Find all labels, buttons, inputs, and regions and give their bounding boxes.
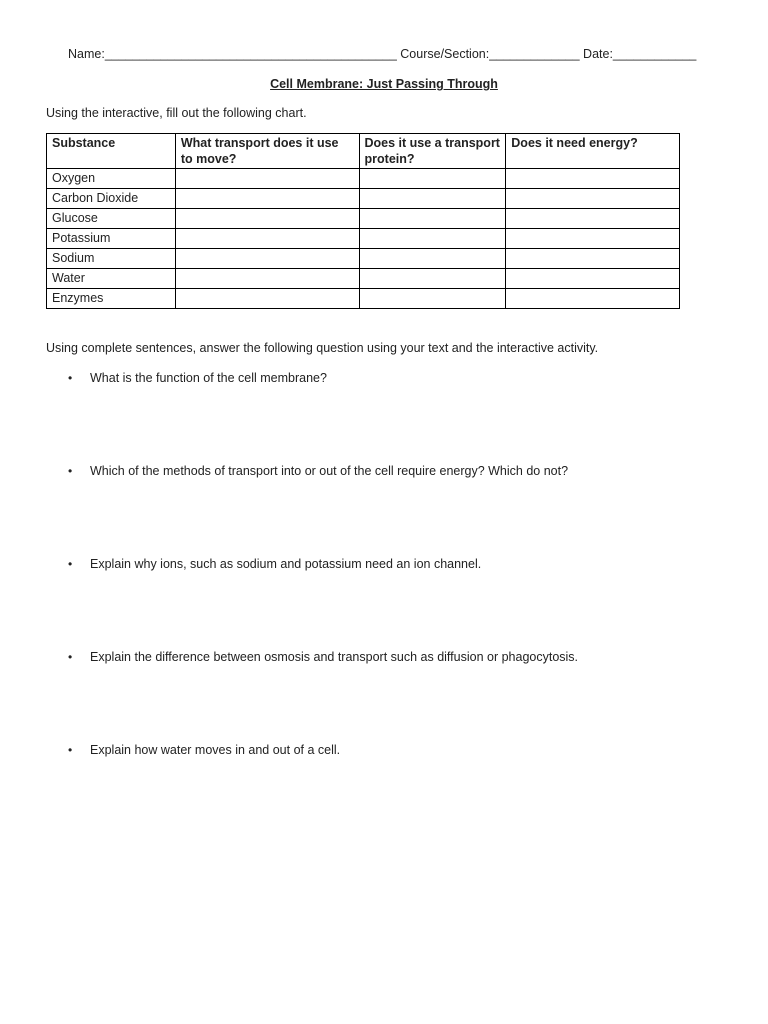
bullet-icon: • [68,371,73,385]
question-item [68,464,568,478]
answer-cell-protein[interactable] [359,229,506,249]
table-row [47,209,680,229]
table-header-row [47,134,680,169]
substance-cell: Glucose [47,209,176,229]
questions-instruction: Using complete sentences, answer the following question using your text and the interactive activity. [46,341,599,355]
table-row [47,249,680,269]
bullet-icon: • [68,650,73,664]
bullet-icon: • [68,557,73,571]
question-text: Explain the difference between osmosis and transport such as diffusion or phagocytosis. [90,650,579,664]
answer-cell-protein[interactable] [359,289,506,309]
answer-cell-transport[interactable] [175,269,359,289]
page-title: Cell Membrane: Just Passing Through [270,77,498,91]
table-row [47,229,680,249]
question-text: Explain how water moves in and out of a cell. [90,743,341,757]
question-text: Which of the methods of transport into or out of the cell require energy? Which do not? [90,464,569,478]
substance-cell: Water [47,269,176,289]
bullet-icon: • [68,464,73,478]
answer-cell-energy[interactable] [506,209,680,229]
answer-cell-transport[interactable] [175,189,359,209]
header-fields-line: Name:__________________________________________ Course/Section:_____________ Date:____________ [68,47,697,61]
answer-cell-energy[interactable] [506,189,680,209]
answer-cell-transport[interactable] [175,249,359,269]
answer-cell-protein[interactable] [359,189,506,209]
question-item [68,743,340,757]
answer-cell-transport[interactable] [175,289,359,309]
answer-cell-transport[interactable] [175,209,359,229]
question-item [68,557,481,571]
substance-cell: Sodium [47,249,176,269]
answer-cell-protein[interactable] [359,169,506,189]
answer-cell-energy[interactable] [506,289,680,309]
answer-cell-energy[interactable] [506,169,680,189]
answer-cell-protein[interactable] [359,249,506,269]
answer-cell-energy[interactable] [506,269,680,289]
chart-instruction: Using the interactive, fill out the following chart. [46,106,307,120]
header-needs-energy: Does it need energy? [506,134,680,169]
answer-cell-transport[interactable] [175,169,359,189]
question-text: What is the function of the cell membrane? [90,371,327,385]
question-text: Explain why ions, such as sodium and potassium need an ion channel. [90,557,482,571]
question-item [68,371,327,385]
answer-cell-protein[interactable] [359,269,506,289]
transport-chart-table [46,133,680,309]
substance-cell: Potassium [47,229,176,249]
header-transport-protein: Does it use a transport protein? [359,134,506,169]
header-substance: Substance [47,134,176,169]
answer-cell-energy[interactable] [506,249,680,269]
table-row [47,289,680,309]
table-row [47,169,680,189]
substance-cell: Enzymes [47,289,176,309]
answer-cell-protein[interactable] [359,209,506,229]
header-transport-type: What transport does it use to move? [175,134,359,169]
table-row [47,189,680,209]
substance-cell: Carbon Dioxide [47,189,176,209]
answer-cell-energy[interactable] [506,229,680,249]
table-row [47,269,680,289]
question-item [68,650,578,664]
substance-cell: Oxygen [47,169,176,189]
answer-cell-transport[interactable] [175,229,359,249]
bullet-icon: • [68,743,73,757]
